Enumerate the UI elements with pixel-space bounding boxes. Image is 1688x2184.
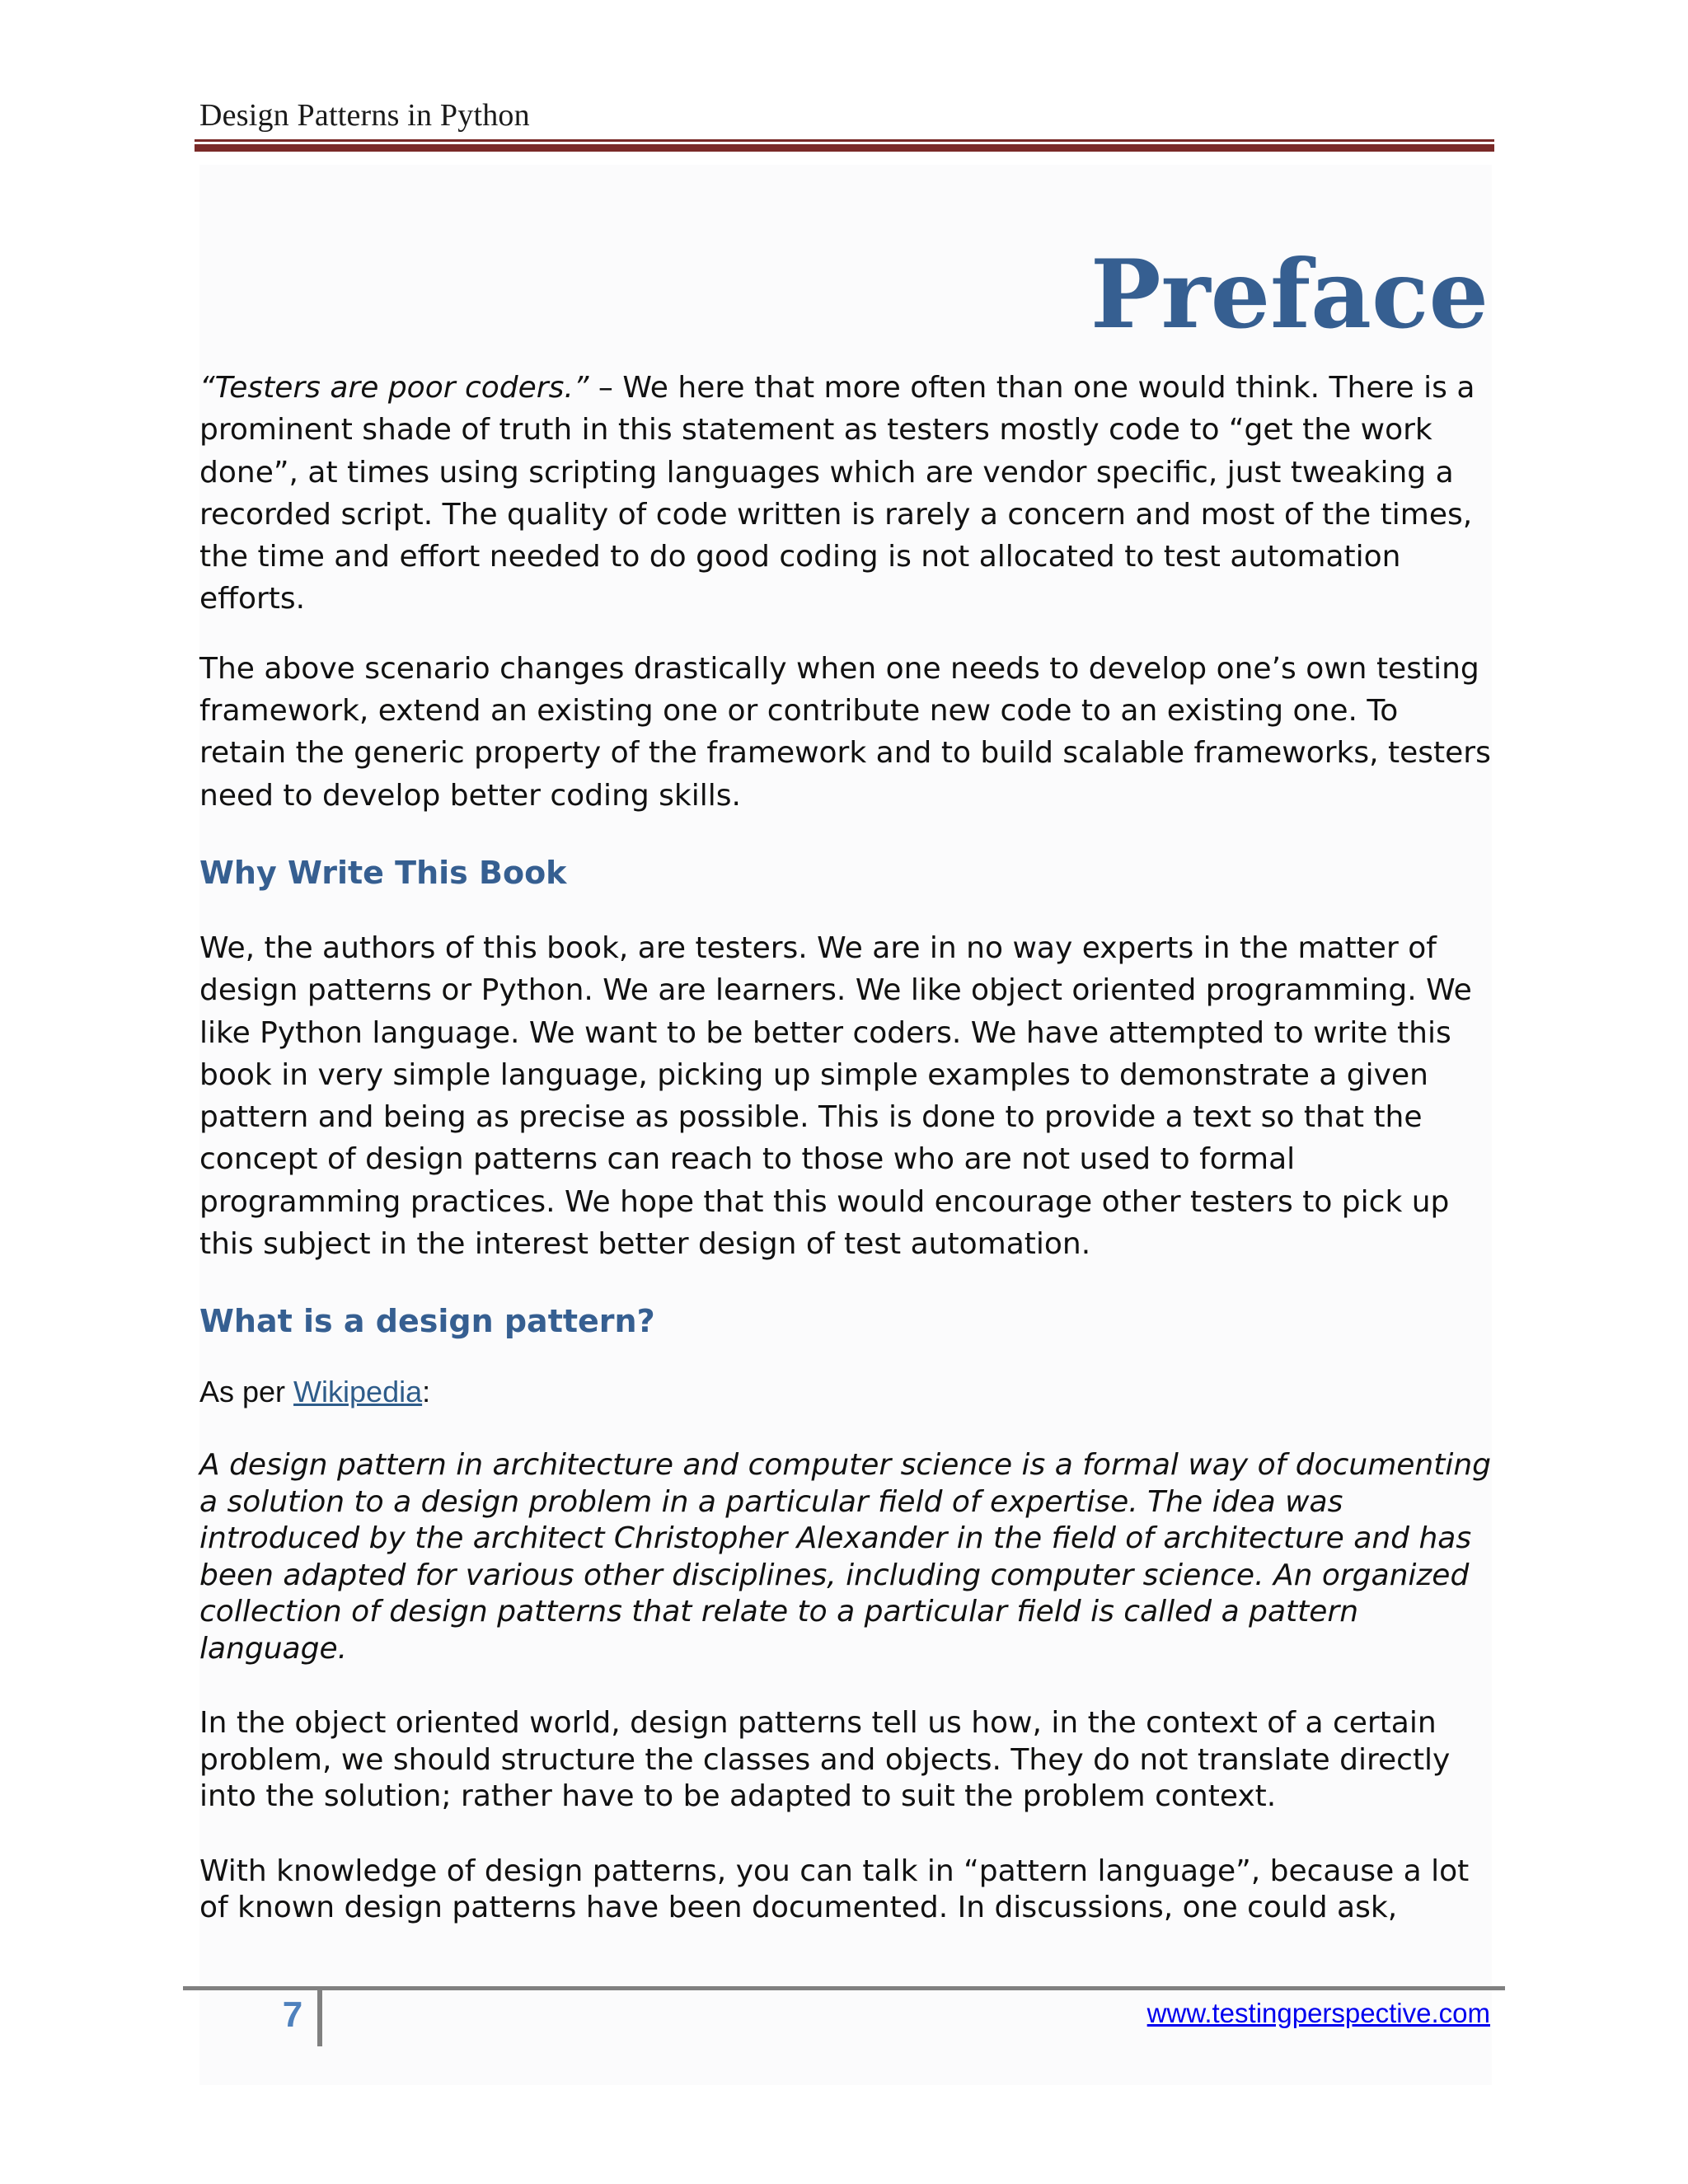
what-paragraph-3: With knowledge of design patterns, you can talk in “pattern language”, because a lot of known design patterns have been documented. In discussions, one could ask, xyxy=(199,1854,1470,1925)
page-content xyxy=(199,223,1492,1927)
header-rule-thick xyxy=(195,144,1494,152)
intro-paragraph-1-text: – We here that more often than one would think. There is a prominent shade of truth in this statement as testers mostly code to “get the work done”, at times using scripting languages which are vendor specific, just tweaking a recorded script. The quality of code written is rarely a concern and most of the times, the time and effort needed to do good coding is not allocated to test automation efforts. xyxy=(199,371,1475,616)
chapter-title: Preface xyxy=(1090,239,1489,349)
running-header: Design Patterns in Python xyxy=(199,98,530,133)
wikipedia-link[interactable]: Wikipedia xyxy=(293,1375,423,1409)
header-rule-thin xyxy=(195,139,1494,142)
wikipedia-quote: A design pattern in architecture and computer science is a formal way of documenting a solution to a design problem in a particular field of expertise. The idea was introduced by the architect Christopher Alexander in the field of architecture and has been adapted for various other disciplines, including computer science. An organized collection of design patterns that relate to a particular field is called a pattern language. xyxy=(199,1448,1492,1666)
why-paragraph: We, the authors of this book, are testers. We are in no way experts in the matter of design patterns or Python. We are learners. We like object oriented programming. We like Python language. We want to be better coders. We have attempted to write this book in very simple language, picking up simple examples to demonstrate a given pattern and being as precise as possible. This is done to provide a text so that the concept of design patterns can reach to those who are not used to formal programming practices. We hope that this would encourage other testers to pick up this subject in the interest better design of test automation. xyxy=(199,930,1472,1262)
intro-paragraph-1 xyxy=(199,367,1492,621)
as-per-suffix: : xyxy=(422,1375,431,1409)
section-heading-why: Why Write This Book xyxy=(199,854,567,891)
section-heading-what: What is a design pattern? xyxy=(199,1303,655,1340)
footer-website-link[interactable]: www.testingperspective.com xyxy=(1146,1998,1490,2028)
intro-quote: “Testers are poor coders.” xyxy=(199,371,589,405)
as-per-line xyxy=(199,1374,1492,1410)
footer-divider xyxy=(317,1990,322,2046)
page-number: 7 xyxy=(282,1994,303,2035)
footer-rule xyxy=(183,1986,1505,1990)
as-per-prefix: As per xyxy=(199,1375,294,1409)
what-paragraph-2: In the object oriented world, design patterns tell us how, in the context of a certain problem, we should structure the classes and objects. They do not translate directly into the solution; rather have to be adapted to suit the problem context. xyxy=(199,1706,1451,1814)
intro-paragraph-2: The above scenario changes drastically when one needs to develop one’s own testing framework, extend an existing one or contribute new code to an existing one. To retain the generic property of the framework and to build scalable frameworks, testers need to develop better coding skills. xyxy=(199,651,1491,813)
